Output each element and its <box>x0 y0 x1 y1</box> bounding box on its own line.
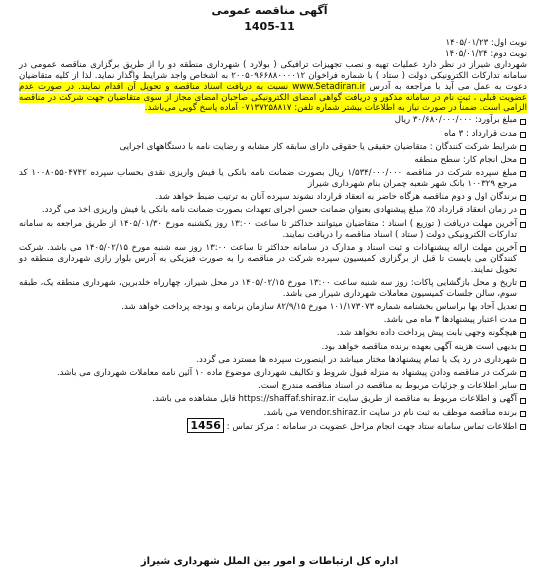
footer-signature: اداره کل ارتباطات و امور بین الملل شهرداری شیراز <box>140 556 399 567</box>
list-item: در زمان انعقاد قرارداد ۵٪ مبلغ پیشنهادی بعنوان ضمانت حسن اجرای تعهدات بصورت ضمانت نامه بانکی یا فیش واریزی اخذ می گردد. <box>19 205 527 216</box>
list-item: بدیهی است هزینه آگهی بعهده برنده مناقصه خواهد بود. <box>19 342 527 353</box>
list-item: شهرداری در رد یک یا تمام پیشنهادها مختار میباشد در اینصورت سپرده ها مسترد می گردد. <box>19 355 527 366</box>
list-item: تاریخ و محل بازگشایی پاکات: روز سه شنبه ساعت ۱۳:۰۰ مورخ ۱۴۰۵/۰۲/۱۵ در محل شیراز، چهارراه خلدبرین، شهرداری منطقه یک، طبقه سوم، سالن جلسات کمیسیون معاملات شهرداری شیراز می باشد. <box>19 278 527 300</box>
list-item: هیچگونه وجهی بابت پیش پرداخت داده نخواهد شد. <box>19 328 527 339</box>
conditions-list <box>19 115 527 432</box>
setadiran-link[interactable]: www.Setadiran.ir <box>292 81 366 92</box>
list-item: آگهی و اطلاعات مربوط به مناقصه از طریق سایت https://shaffaf.shiraz.ir قابل مشاهده می باشد. <box>19 394 527 405</box>
first-publish-date: نوبت اول: ۱۴۰۵/۰۱/۲۳ <box>445 38 527 48</box>
list-item: برنده مناقصه موظف به ثبت نام در سایت vendor.shiraz.ir می باشد. <box>19 408 527 419</box>
list-item: آخرین مهلت ارائه پیشنهادات و ثبت اسناد و مدارک در سامانه حداکثر تا ساعت ۱۳:۰۰ روز سه شنبه مورخ ۱۴۰۵/۰۲/۱۵ می باشد. شرکت کنندگان می بایست تا قبل از برگزاری کمیسیون سپرده شرکت در مناقصه را به صورت فیزیکی به آدرس بلوار رازی شهرداری منطقه دو تحویل نمایند. <box>19 243 527 276</box>
contact-item <box>19 418 527 433</box>
intro-paragraph <box>19 60 527 115</box>
list-item: مبلغ برآورد: ۳۰/۶۸۰/۰۰۰/۰۰۰ ریال <box>19 115 527 126</box>
intro-main-text: شهرداری شیراز در نظر دارد عملیات تهیه و نصب تجهیزات ترافیکی ( بولارد ) شهرداری منطقه دو را از طریق برگزاری مناقصه عمومی در سامانه تدارکات الکترونیکی دولت ( ستاد ) با شماره فراخوان ۲۰۰۵۰۹۶۶۸۸۰۰۰۰۱۲ به اشخاص واجد شرایط واگذار نماید. لذا از کلیه متقاضیان دعوت به عمل می آید با مراجعه به آدرس <box>19 59 527 92</box>
list-item: سایر اطلاعات و جزئیات مربوط به مناقصه در اسناد مناقصه مندرج است. <box>19 381 527 392</box>
notice-title: آگهی مناقصه عمومی <box>211 4 328 17</box>
list-item: برندگان اول و دوم مناقصه هرگاه حاضر به انعقاد قرارداد نشوند سپرده آنان به ترتیب ضبط خواهد شد. <box>19 192 527 203</box>
list-item: مدت قرارداد : ۳ ماه <box>19 129 527 140</box>
list-item: شرایط شرکت کنندگان : متقاضیان حقیقی یا حقوقی دارای سابقه کار مشابه و رضایت نامه با دستگاههای اجرایی <box>19 142 527 153</box>
notice-code: 1405-11 <box>244 20 295 33</box>
contact-number: 1456 <box>187 418 224 433</box>
list-item: شرکت در مناقصه ودادن پیشنهاد به منزله قبول شروط و تکالیف شهرداری موضوع ماده ۱۰ آئین نامه معاملات شهرداری می باشد. <box>19 368 527 379</box>
notice-body <box>19 38 527 435</box>
contact-text: اطلاعات تماس سامانه ستاد جهت انجام مراحل عضویت در سامانه : مرکز تماس : <box>223 421 517 432</box>
intro-rest-text: نسبت به دریافت اسناد مناقصه و تحویل آن اقدام نمایند. در صورت عدم عضویت قبلی ، ثبت نام در سامانه مذکور و دریافت گواهی امضای الکترونیکی صاحبان امضای مجاز از سوی متقاضیان جهت شرکت در مناقصه الزامی است. ضمناً در صورت نیاز به اطلاعات بیشتر شماره تلفن: ۰۷۱۳۷۲۵۸۸۱۷ آماده پاسخ گویی می‌باشد. <box>19 81 527 114</box>
list-item: آخرین مهلت دریافت ( توزیع ) اسناد : متقاضیان میتوانند حداکثر تا ساعت ۱۳:۰۰ روز یکشنبه مورخ ۱۴۰۵/۰۱/۳۰ از طریق مراجعه به سامانه تدارکات الکترونیکی دولت ( ستاد ) اسناد مناقصه را دریافت نمایند. <box>19 219 527 241</box>
list-item: محل انجام کار: سطح منطقه <box>19 155 527 166</box>
list-item: مدت اعتبار پیشنهادها ۳ ماه می باشد. <box>19 315 527 326</box>
list-item: تعدیل آحاد بها براساس بخشنامه شماره ۱۰۱/۱۷۳۰۷۳ مورخ ۸۲/۹/۱۵ سازمان برنامه و بودجه پرداخت خواهد شد. <box>19 302 527 313</box>
second-publish-date: نوبت دوم: ۱۴۰۵/۰۱/۲۴ <box>444 48 527 59</box>
list-item: مبلغ سپرده شرکت در مناقصه ۱/۵۳۴/۰۰۰/۰۰۰ ریال بصورت ضمانت نامه بانکی یا فیش واریزی نقدی بحساب سپرده ۱۰۰۸۰۵۵۰۴۷۴۲ کد مرجع ۱۰۰۳۲۹ بانک شهر شعبه چمران بنام شهرداری شیراز <box>19 168 527 190</box>
